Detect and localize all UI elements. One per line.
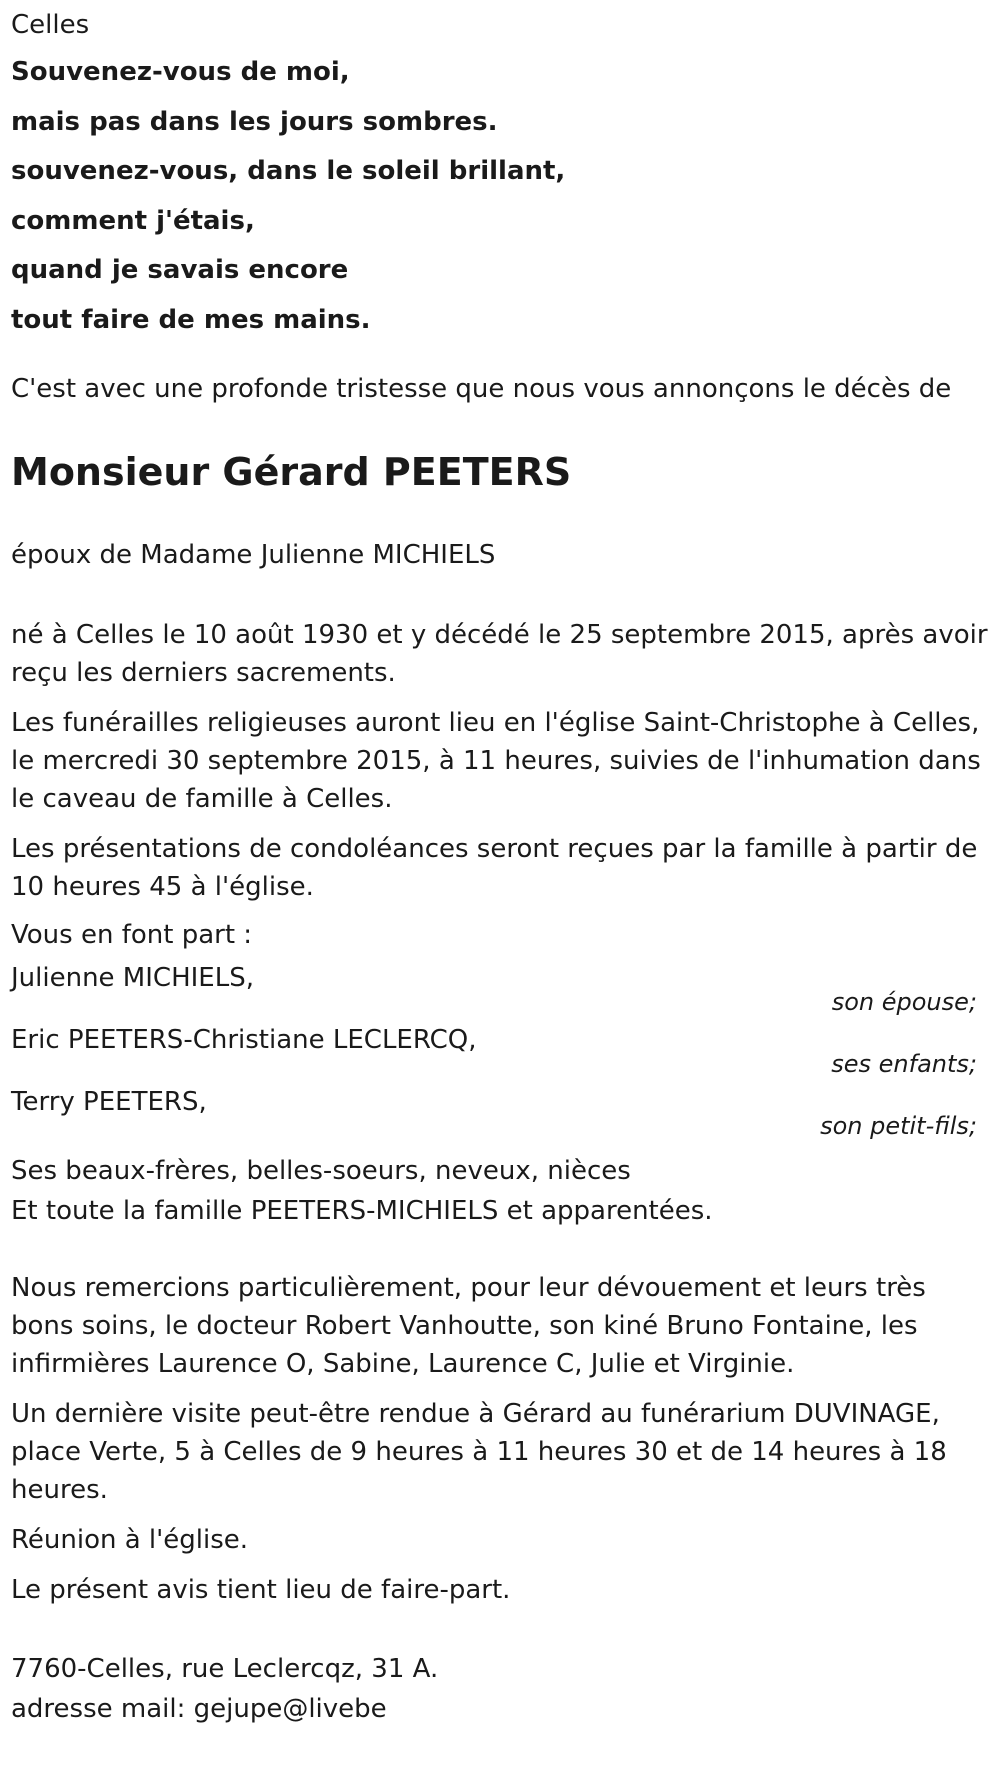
- poem-line: mais pas dans les jours sombres.: [11, 106, 498, 137]
- relative-entry: [11, 959, 991, 1021]
- thanks-paragraph: Nous remercions particulièrement, pour leur dévouement et leurs très bons soins, le docteur Robert Vanhoutte, son kiné Bruno Fontaine, les infirmières Laurence O, Sabine, Laurence C, Julie et Virginie.: [11, 1273, 926, 1379]
- poem-line: souvenez-vous, dans le soleil brillant,: [11, 156, 566, 186]
- email-address: adresse mail: gejupe@livebe: [11, 1694, 387, 1724]
- poem: [11, 48, 991, 345]
- family-line: Ses beaux-frères, belles-soeurs, neveux, nièces: [11, 1156, 631, 1186]
- relative-role: ses enfants;: [831, 1050, 977, 1078]
- relative-name: Julienne MICHIELS,: [11, 963, 254, 993]
- meeting-line: Réunion à l'église.: [11, 1525, 249, 1555]
- relative-entry: [11, 1083, 991, 1145]
- announcers-intro: Vous en font part :: [11, 920, 253, 950]
- relative-role: son petit-fils;: [820, 1112, 977, 1140]
- extended-family: [11, 1151, 991, 1231]
- poem-line: quand je savais encore: [11, 255, 349, 285]
- poem-line: tout faire de mes mains.: [11, 304, 371, 335]
- relative-name: Terry PEETERS,: [11, 1087, 207, 1117]
- postal-address: 7760-Celles, rue Leclercqz, 31 A.: [11, 1654, 439, 1684]
- funeral-paragraph: Les funérailles religieuses auront lieu en l'église Saint-Christophe à Celles, le mercredi 30 septembre 2015, à 11 heures, suivies de l'inhumation dans le caveau de famille à Celles.: [11, 708, 981, 814]
- visit-paragraph: Un dernière visite peut-être rendue à Gérard au funérarium DUVINAGE, place Verte, 5 à Celles de 9 heures à 11 heures 30 et de 14 heures à 18 heures.: [11, 1399, 947, 1505]
- relative-role: son épouse;: [831, 988, 977, 1016]
- location-header: Celles: [11, 10, 90, 40]
- thanks-section: [11, 1269, 991, 1609]
- relative-entry: [11, 1021, 991, 1083]
- poem-line: Souvenez-vous de moi,: [11, 57, 350, 87]
- obituary-content: [11, 0, 991, 1729]
- family-line: Et toute la famille PEETERS-MICHIELS et apparentées.: [11, 1196, 713, 1226]
- notice-line: Le présent avis tient lieu de faire-part.: [11, 1575, 511, 1605]
- birth-death-paragraph: né à Celles le 10 août 1930 et y décédé le 25 septembre 2015, après avoir reçu les derniers sacrements.: [11, 620, 988, 688]
- condolences-paragraph: Les présentations de condoléances seront reçues par la famille à partir de 10 heures 45 à l'église.: [11, 834, 978, 902]
- spouse-line: époux de Madame Julienne MICHIELS: [11, 540, 496, 570]
- address-section: [11, 1649, 991, 1729]
- announcement-intro: C'est avec une profonde tristesse que nous vous annonçons le décès de: [11, 374, 952, 404]
- relatives-list: [11, 959, 991, 1145]
- relative-name: Eric PEETERS-Christiane LECLERCQ,: [11, 1025, 477, 1055]
- deceased-name: Monsieur Gérard PEETERS: [11, 450, 572, 494]
- poem-line: comment j'étais,: [11, 205, 255, 236]
- details-section: [11, 616, 991, 906]
